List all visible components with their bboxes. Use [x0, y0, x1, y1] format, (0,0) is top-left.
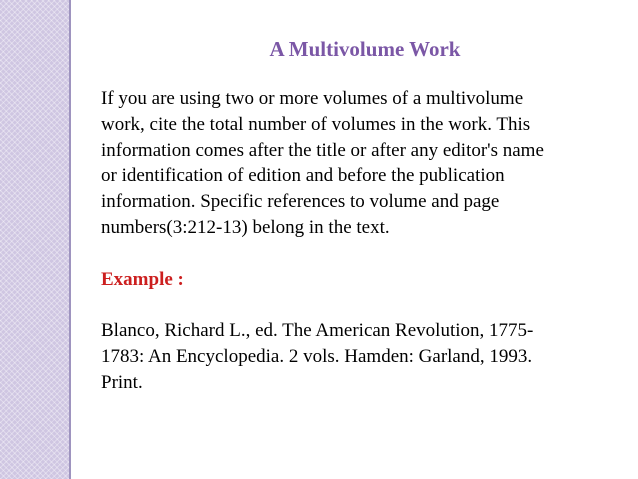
citation-line: Print.	[101, 371, 143, 393]
body-paragraph	[101, 86, 611, 241]
example-label: Example :	[101, 268, 184, 290]
spacer	[101, 292, 611, 318]
body-line: If you are using two or more volumes of a multivolume	[101, 88, 524, 109]
citation-paragraph	[101, 318, 611, 395]
body-line: numbers(3:212-13) belong in the text.	[101, 216, 390, 238]
slide-body	[101, 86, 611, 396]
citation-line: 1783: An Encyclopedia. 2 vols. Hamden: Garland, 1993.	[101, 345, 533, 367]
spacer	[101, 241, 611, 267]
decorative-side-band	[0, 0, 69, 479]
body-line: information comes after the title or after any editor's name	[101, 139, 544, 161]
citation-line: Blanco, Richard L., ed. The American Revolution, 1775-	[101, 320, 534, 342]
side-band-edge	[69, 0, 71, 479]
body-line: information. Specific references to volume and page	[101, 191, 500, 213]
slide-title: A Multivolume Work	[269, 37, 461, 61]
body-line: or identification of edition and before the publication	[101, 165, 505, 187]
body-line: work, cite the total number of volumes in the work. This	[101, 113, 531, 135]
